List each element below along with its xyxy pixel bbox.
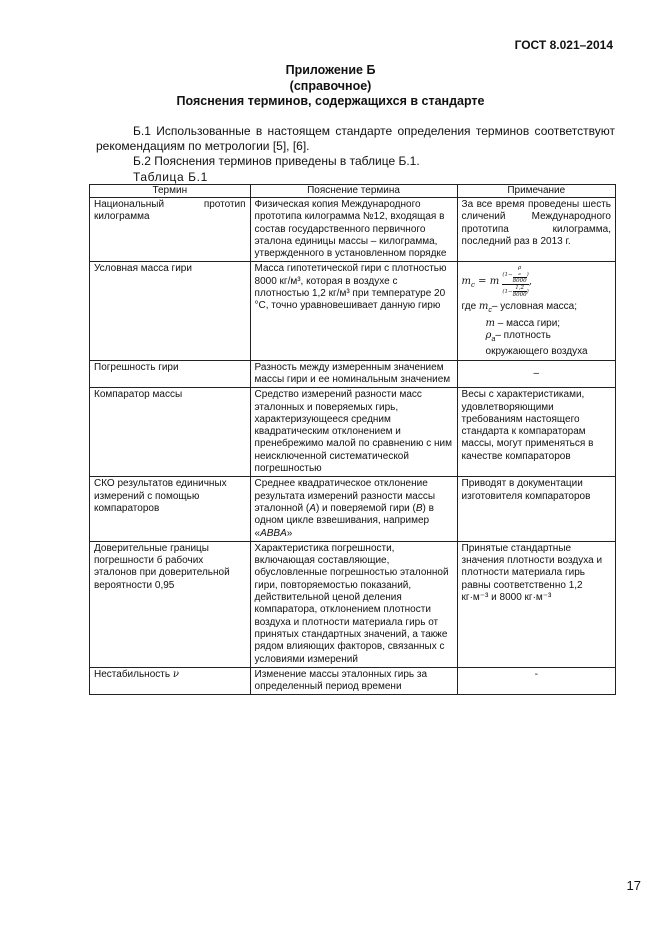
term-cell: Нестабильность ν <box>90 667 251 695</box>
paragraph-b2: Б.2 Пояснения терминов приведены в таблице Б.1. <box>133 154 420 168</box>
formula-legend-line: $\rho_a-$ плотность окружающего воздуха <box>485 330 588 358</box>
body-paragraphs <box>96 124 615 169</box>
explanation-cell: Физическая копия Международного прототипа килограмма №12, входящая в состав государственного первичного эталона единицы массы – килограмма, утвержденного в установленном порядке <box>250 198 457 262</box>
instability-symbol: ν <box>172 668 179 680</box>
table-row <box>90 667 616 695</box>
explanation-cell: Изменение массы эталонных гирь за определенный период времени <box>250 667 457 695</box>
appendix-heading: Пояснения терминов, содержащихся в стандарте <box>176 94 485 108</box>
table-row <box>90 541 616 667</box>
page-number: 17 <box>626 878 641 893</box>
column-header-explanation: Пояснение термина <box>250 185 457 198</box>
term-cell: Доверительные границы погрешности б рабочих эталонов при доверительной вероятности 0,95 <box>90 541 251 667</box>
table-row <box>90 388 616 477</box>
appendix-title: Приложение Б <box>285 63 376 77</box>
note-cell: – <box>457 360 615 388</box>
paragraph-b1: Б.1 Использованные в настоящем стандарте определения терминов соответствуют рекомендациям по метрологии [5], [6]. <box>96 124 615 153</box>
term-cell: Погрешность гири <box>90 360 251 388</box>
note-cell: Приводят в документации изготовителя компараторов <box>457 477 615 541</box>
term-cell: Условная масса гири <box>90 262 251 360</box>
appendix-kind: (справочное) <box>289 78 372 93</box>
table-row <box>90 477 616 541</box>
note-cell: За все время проведены шесть сличений Международного прототипа килограмма, последний раз в 2013 г. <box>457 198 615 262</box>
formula-legend-line: m – масса гири; <box>485 317 561 329</box>
explanation-cell: Масса гипотетической гири с плотностью 8000 кг/м³, которая в воздухе с плотностью 1,2 кг/м³ при температуре 20 °С, точно уравновешивает данную гирю <box>250 262 457 360</box>
term-cell: СКО результатов единичных измерений с помощью компараторов <box>90 477 251 541</box>
column-header-note: Примечание <box>457 185 615 198</box>
formula-fraction: (1− ρ a 8000 ) (1− $\frac{1,2}{8000}$ ) <box>502 265 529 299</box>
table-header-row <box>90 185 616 198</box>
column-header-term: Термин <box>90 185 251 198</box>
explanation-cell: Разность между измеренным значением массы гири и ее номинальным значением <box>250 360 457 388</box>
explanation-cell: Характеристика погрешности, включающая составляющие, обусловленные погрешностью эталонной гири, повторяемостью показаний, действительной ценой деления компаратора, отклонением плотности воздуха и плотности материала гирь от принятых стандартных значений, а также рядом влияющих факторов, связанных с условиями измерений <box>250 541 457 667</box>
term-cell: Национальный прототип килограмма <box>90 198 251 262</box>
table-row <box>90 360 616 388</box>
table-caption: Таблица Б.1 <box>133 170 208 184</box>
table-row <box>90 198 616 262</box>
appendix-title-block <box>0 63 661 110</box>
note-cell <box>457 262 615 360</box>
explanation-cell: Среднее квадратическое отклонение результата измерений разности массы эталонной (A) и поверяемой гири (B) в одном цикле взвешивания, например «ABBA» <box>250 477 457 541</box>
note-cell: Принятые стандартные значения плотности воздуха и плотности материала гирь равны соответственно 1,2 кг·м⁻³ и 8000 кг·м⁻³ <box>457 541 615 667</box>
conventional-mass-formula: $m_c = m$ (1− ρ a 8000 ) (1− $\frac{1,2}{8000}$ ) , <box>461 265 532 299</box>
note-cell: Весы с характеристиками, удовлетворяющими требованиям настоящего стандарта к компараторам массы, могут применяться в качестве компараторов <box>457 388 615 477</box>
note-cell: - <box>457 667 615 695</box>
explanation-cell: Средство измерений разности масс эталонных и поверяемых гирь, характеризующееся средним квадратическим отклонением и пренебрежимо малой по сравнению с ним неисключенной систематической погрешностью <box>250 388 457 477</box>
table-row <box>90 262 616 360</box>
term-cell: Компаратор массы <box>90 388 251 477</box>
formula-legend-line: где $m_c-$ условная масса; <box>461 301 578 315</box>
terms-table <box>89 184 616 695</box>
standard-id: ГОСТ 8.021–2014 <box>514 38 613 52</box>
